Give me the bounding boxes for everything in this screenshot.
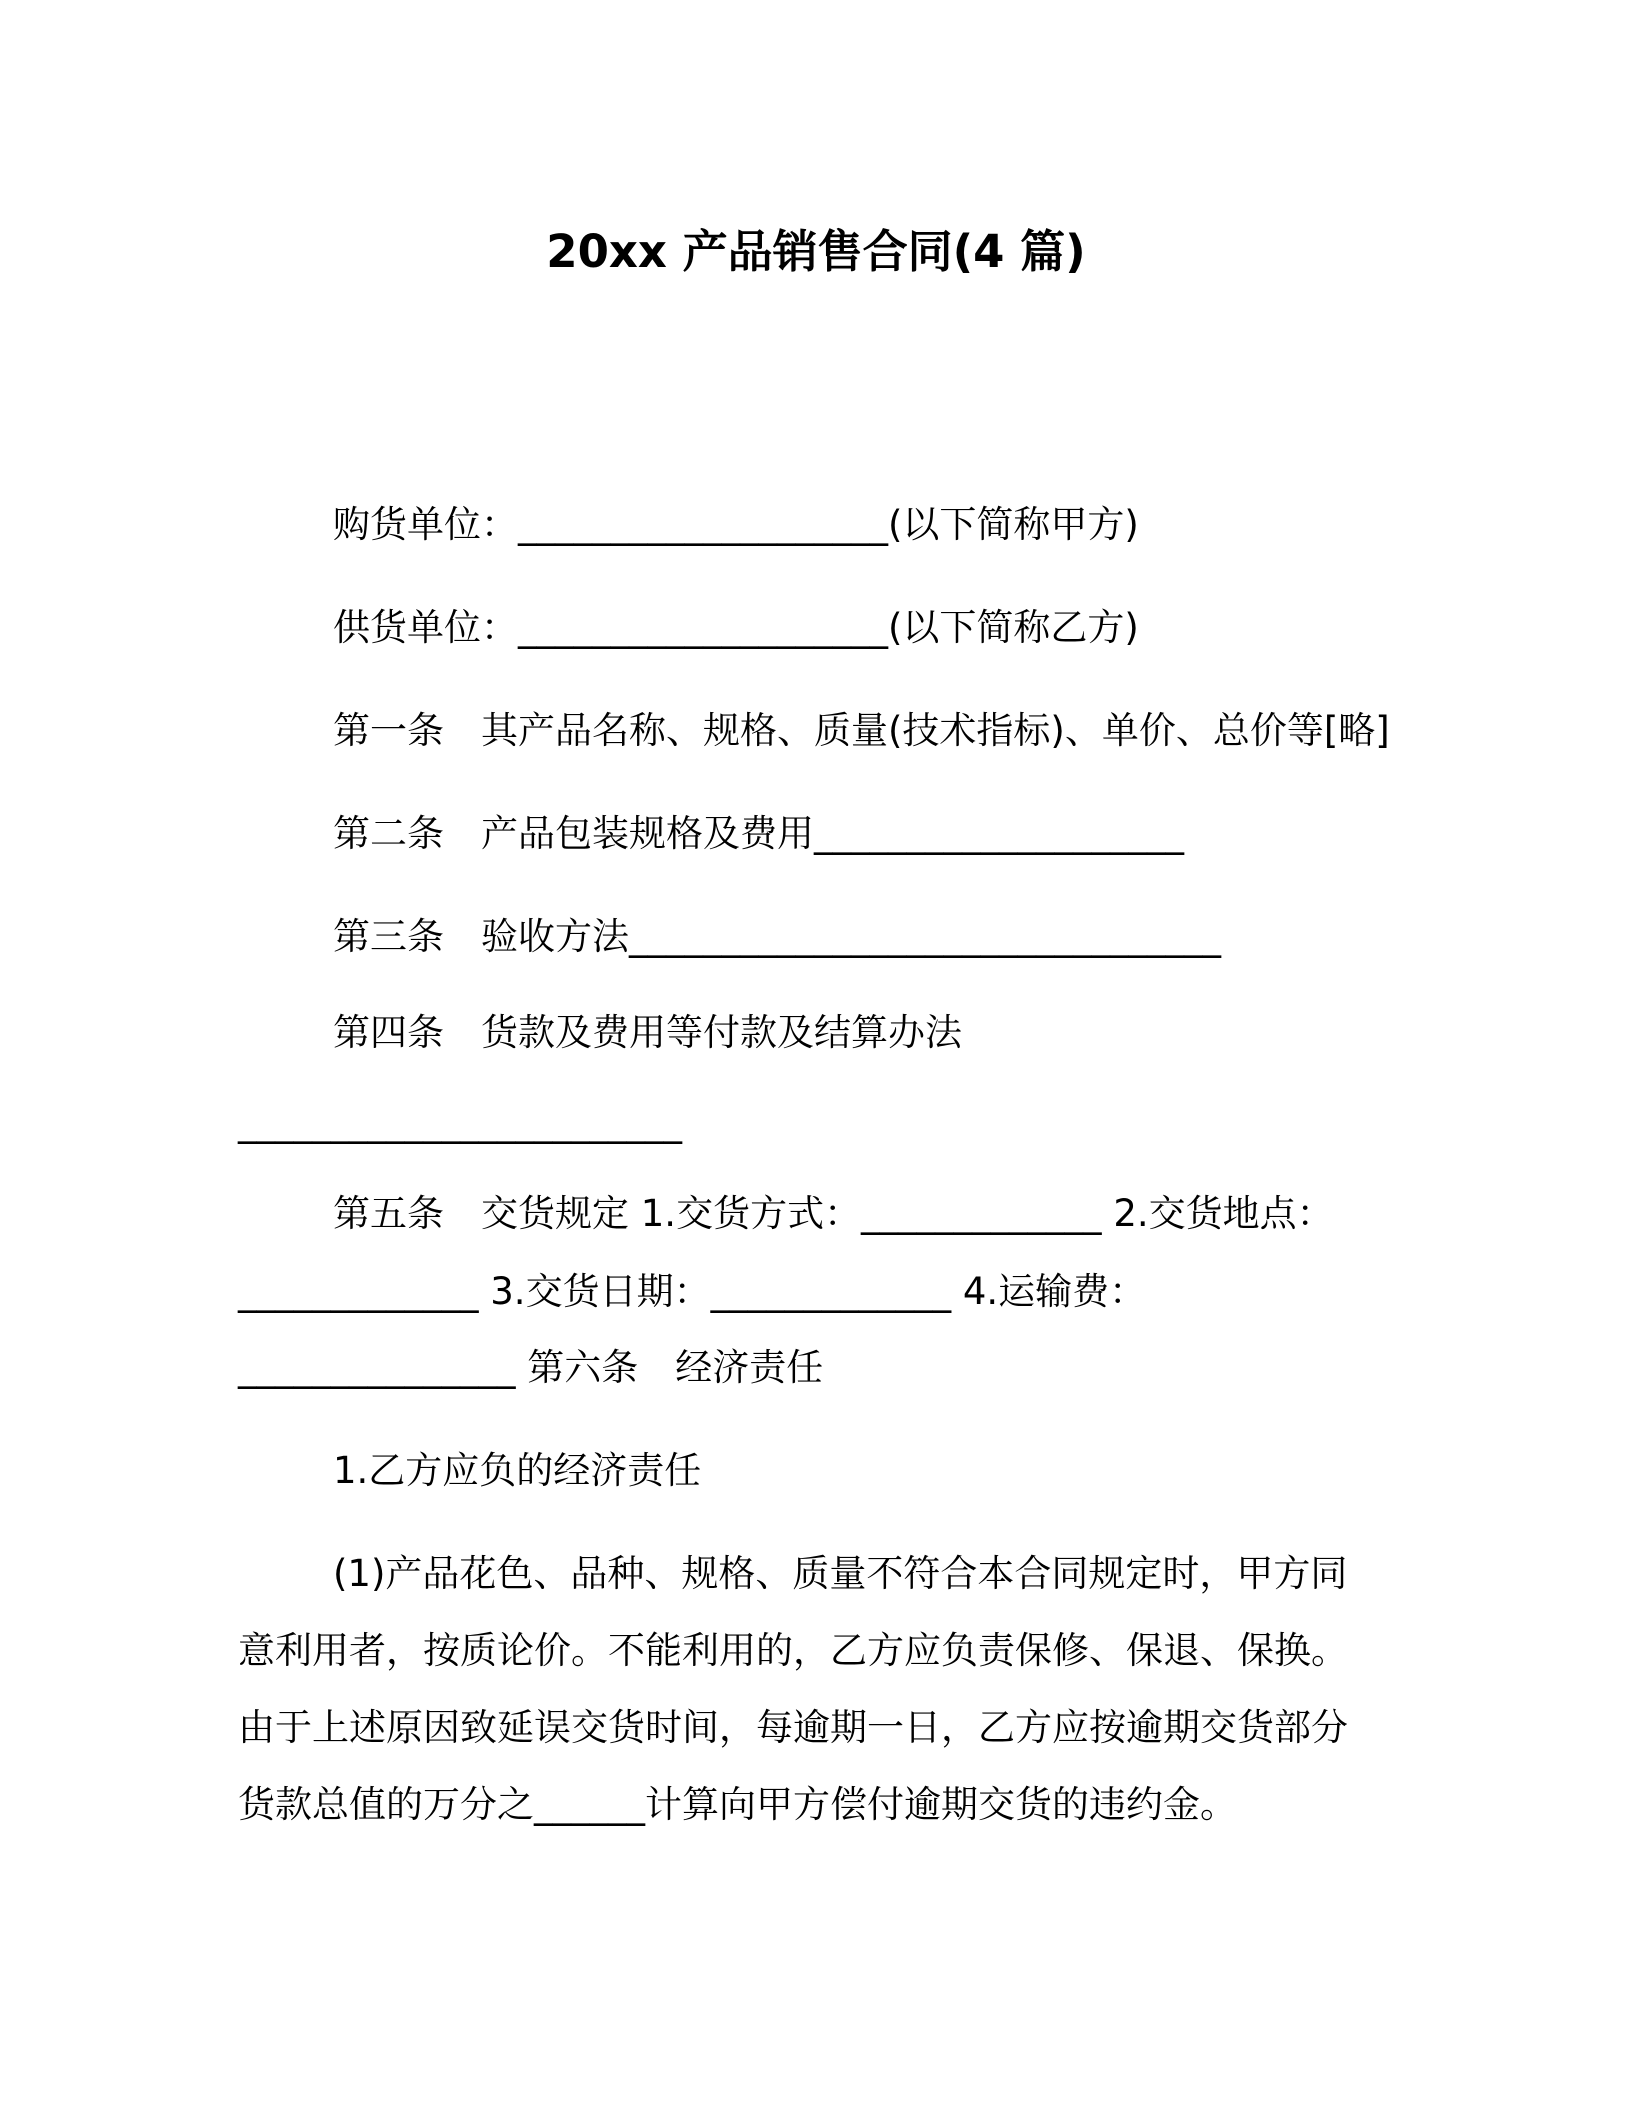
buyer-label: 购货单位：: [333, 503, 518, 546]
seller-line: [333, 603, 1139, 653]
article-5-number: 第五条: [333, 1192, 444, 1235]
clause-1-line3: 由于上述原因致延误交货时间，每逾期一日，乙方应按逾期交货部分: [238, 1706, 1348, 1749]
clause-1-line1: (1)产品花色、品种、规格、质量不符合本合同规定时，甲方同: [333, 1552, 1348, 1595]
article-4-blank: ________________________: [238, 1101, 682, 1144]
clause-1-line2: 意利用者，按质论价。不能利用的，乙方应负责保修、保退、保换。: [238, 1629, 1348, 1672]
buyer-suffix: (以下简称甲方): [888, 503, 1139, 546]
buyer-blank: ____________________: [518, 503, 888, 546]
article-4-number: 第四条: [333, 1011, 444, 1054]
document-title: 20xx 产品销售合同(4 篇): [546, 225, 1086, 278]
article-3-number: 第三条: [333, 915, 444, 958]
seller-suffix: (以下简称乙方): [888, 606, 1139, 649]
seller-blank: ____________________: [518, 606, 888, 649]
article-1-number: 第一条: [333, 709, 444, 752]
article-2-text: 产品包装规格及费用____________________: [481, 812, 1184, 855]
seller-label: 供货单位：: [333, 606, 518, 649]
buyer-line: [333, 500, 1139, 550]
clause-1-line4: 货款总值的万分之______计算向甲方偿付逾期交货的违约金。: [238, 1783, 1237, 1826]
article-4-text: 货款及费用等付款及结算办法: [481, 1011, 962, 1054]
section-1-heading: 1.乙方应负的经济责任: [333, 1449, 702, 1492]
article-2: [333, 809, 1184, 859]
article-3: [333, 912, 1221, 962]
article-5-line1: 交货规定 1.交货方式：_____________ 2.交货地点：: [481, 1192, 1334, 1235]
article-4: [333, 1008, 962, 1058]
article-2-number: 第二条: [333, 812, 444, 855]
article-3-text: 验收方法________________________________: [481, 915, 1221, 958]
article-5-line3: _______________ 第六条 经济责任: [238, 1346, 824, 1389]
article-5-line2: _____________ 3.交货日期：_____________ 4.运输费：: [238, 1270, 1147, 1313]
article-1-text: 其产品名称、规格、质量(技术指标)、单价、总价等[略]: [481, 709, 1390, 752]
article-1: [333, 706, 1390, 756]
article-5: [333, 1189, 1334, 1239]
